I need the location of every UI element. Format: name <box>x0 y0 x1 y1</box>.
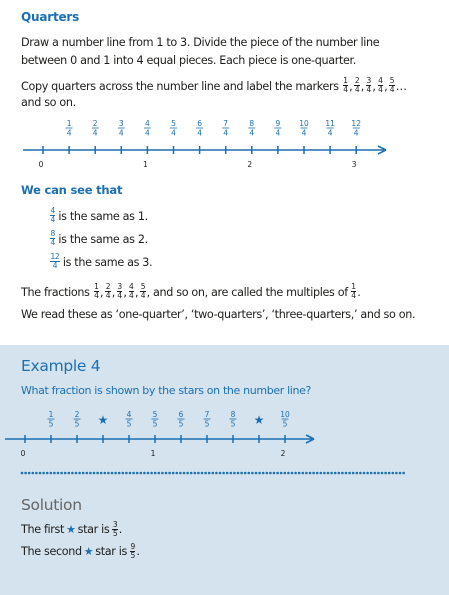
example-question: What fraction is shown by the stars on the number line? <box>21 384 312 397</box>
denominator: 4 <box>50 238 55 247</box>
numerator: 1 <box>343 76 348 85</box>
tick-label-numerator: 9 <box>275 119 281 128</box>
star-icon: ★ <box>66 523 76 536</box>
denominator: 4 <box>52 261 58 270</box>
tick-label-denominator: 5 <box>230 419 236 429</box>
numerator: 3 <box>366 76 371 85</box>
numerator: 3 <box>117 282 122 291</box>
sentence-text: . <box>357 285 361 299</box>
fraction <box>354 77 359 94</box>
markers-sentence <box>21 78 407 95</box>
tick-label-denominator: 4 <box>353 128 359 138</box>
star-marker: ★ <box>253 413 265 427</box>
multiples-fractions <box>93 284 147 301</box>
integer-label: 2 <box>280 449 286 458</box>
ellipsis: … <box>395 79 407 93</box>
separator: , <box>360 79 364 93</box>
equality-row <box>49 205 152 228</box>
example-title: Example 4 <box>21 357 101 375</box>
integer-label: 3 <box>351 160 357 169</box>
numerator: 2 <box>354 76 360 85</box>
denominator: 5 <box>112 528 118 538</box>
denominator: 4 <box>378 85 383 94</box>
integer-label: 0 <box>20 449 26 458</box>
equalities-list <box>49 205 152 274</box>
denominator: 4 <box>105 291 111 300</box>
tick-label-numerator: 5 <box>171 119 176 128</box>
numerator: 4 <box>50 206 55 215</box>
tick-label-denominator: 5 <box>152 419 158 429</box>
fraction <box>50 230 55 247</box>
tick-label-numerator: 10 <box>299 119 309 128</box>
tick-label-denominator: 5 <box>74 419 80 429</box>
integer-label: 1 <box>143 160 148 169</box>
separator: , <box>111 285 115 299</box>
solution-line <box>21 519 140 541</box>
fraction <box>140 283 145 300</box>
fraction <box>129 283 134 300</box>
numerator: 3 <box>112 519 118 529</box>
denominator: 4 <box>354 85 360 94</box>
read-line: We read these as ‘one-quarter’, ‘two-quarters’, ‘three-quarters,’ and so on. <box>21 308 416 321</box>
fraction <box>94 283 99 300</box>
denominator: 4 <box>50 215 55 224</box>
tick-label-numerator: 6 <box>197 119 202 128</box>
tick-label-denominator: 5 <box>204 419 210 429</box>
tick-label-numerator: 4 <box>145 119 150 128</box>
quarters-number-line <box>0 115 449 175</box>
fraction <box>50 207 55 224</box>
solution-text: The second <box>21 545 82 558</box>
tick-label-denominator: 4 <box>275 128 281 138</box>
separator: , <box>372 79 376 93</box>
tick-label-numerator: 1 <box>48 410 54 419</box>
solution-lines <box>21 519 140 563</box>
equality-text: is the same as 3. <box>62 255 153 269</box>
separator: , <box>134 285 139 299</box>
sentence-text: , and so on, are called the multiples of <box>146 285 348 299</box>
paragraph-line: between 0 and 1 into 4 equal pieces. Each piece is one-quarter. <box>21 54 356 67</box>
denominator: 4 <box>129 291 134 300</box>
fraction <box>112 521 117 538</box>
tick-label-numerator: 5 <box>152 410 158 419</box>
fraction <box>105 283 110 300</box>
solution-text: star is <box>77 523 110 536</box>
fraction <box>366 77 371 94</box>
tick-label-numerator: 4 <box>126 410 132 419</box>
numerator: 8 <box>50 229 55 238</box>
tick-label-numerator: 11 <box>325 119 335 128</box>
tick-label-numerator: 8 <box>230 410 236 419</box>
numerator: 2 <box>105 282 111 291</box>
solution-line <box>21 541 140 563</box>
tick-label-numerator: 8 <box>249 119 255 128</box>
paragraph-line: and so on. <box>21 96 76 109</box>
equality-row <box>49 251 152 274</box>
tick-label-denominator: 4 <box>197 128 202 138</box>
integer-label: 2 <box>247 160 253 169</box>
sentence-text: Copy quarters across the number line and label the markers <box>21 79 339 93</box>
tick-label-denominator: 5 <box>48 419 54 429</box>
fraction <box>389 77 394 94</box>
tick-label-denominator: 5 <box>282 419 288 429</box>
numerator: 4 <box>378 76 383 85</box>
tick-label-numerator: 12 <box>351 119 361 128</box>
tick-label-denominator: 4 <box>223 128 229 138</box>
sentence-text: The fractions <box>21 285 90 299</box>
fraction <box>130 543 135 560</box>
equality-text: is the same as 1. <box>58 209 148 223</box>
tick-label-numerator: 6 <box>178 410 184 419</box>
tick-label-numerator: 2 <box>74 410 80 419</box>
multiples-sentence <box>21 284 360 301</box>
numerator: 1 <box>351 282 356 291</box>
equality-text: is the same as 2. <box>58 232 148 246</box>
tick-label-denominator: 5 <box>178 419 184 429</box>
denominator: 4 <box>94 291 99 300</box>
separator: , <box>100 285 104 299</box>
solution-text: . <box>118 523 122 536</box>
tick-label-numerator: 7 <box>223 119 229 128</box>
tick-label-denominator: 4 <box>301 128 307 138</box>
tick-label-denominator: 4 <box>327 128 333 138</box>
we-can-see-heading: We can see that <box>21 183 123 197</box>
marker-fractions <box>342 78 396 95</box>
denominator: 4 <box>366 85 371 94</box>
denominator: 4 <box>343 85 348 94</box>
tick-label-numerator: 7 <box>204 410 210 419</box>
tick-label-denominator: 5 <box>126 419 132 429</box>
star-icon: ★ <box>83 545 94 558</box>
fifths-number-line <box>0 406 449 464</box>
tick-label-numerator: 10 <box>280 410 290 419</box>
tick-label-denominator: 4 <box>249 128 255 138</box>
fraction <box>378 77 383 94</box>
numerator: 1 <box>94 282 99 291</box>
dotted-divider <box>20 470 410 476</box>
fraction <box>117 283 122 300</box>
numerator: 5 <box>389 76 395 85</box>
separator: , <box>123 285 127 299</box>
numerator: 4 <box>129 282 134 291</box>
denominator: 4 <box>389 85 395 94</box>
numerator: 9 <box>130 541 135 551</box>
numerator: 5 <box>140 282 146 291</box>
equality-row <box>49 228 152 251</box>
star-marker: ★ <box>97 413 109 427</box>
solution-text: star is <box>95 545 127 558</box>
separator: , <box>384 79 388 93</box>
numerator: 12 <box>50 252 60 261</box>
solution-text: . <box>136 545 140 558</box>
tick-label-denominator: 4 <box>66 128 72 138</box>
solution-text: The first <box>21 523 65 536</box>
integer-label: 0 <box>38 160 44 169</box>
denominator: 4 <box>351 291 356 300</box>
tick-label-denominator: 4 <box>118 128 124 138</box>
tick-label-denominator: 4 <box>92 128 98 138</box>
fraction <box>343 77 348 94</box>
denominator: 4 <box>140 291 146 300</box>
tick-label-numerator: 3 <box>118 119 124 128</box>
denominator: 5 <box>130 550 135 560</box>
fraction <box>351 283 356 300</box>
separator: , <box>349 79 353 93</box>
section-title: Quarters <box>21 10 80 24</box>
fraction <box>50 253 60 270</box>
tick-label-numerator: 1 <box>66 119 72 128</box>
paragraph-line: Draw a number line from 1 to 3. Divide the piece of the number line <box>21 36 380 49</box>
tick-label-denominator: 4 <box>145 128 150 138</box>
denominator: 4 <box>117 291 122 300</box>
solution-title: Solution <box>21 496 82 514</box>
integer-label: 1 <box>150 449 156 458</box>
tick-label-denominator: 4 <box>171 128 176 138</box>
tick-label-numerator: 2 <box>92 119 98 128</box>
